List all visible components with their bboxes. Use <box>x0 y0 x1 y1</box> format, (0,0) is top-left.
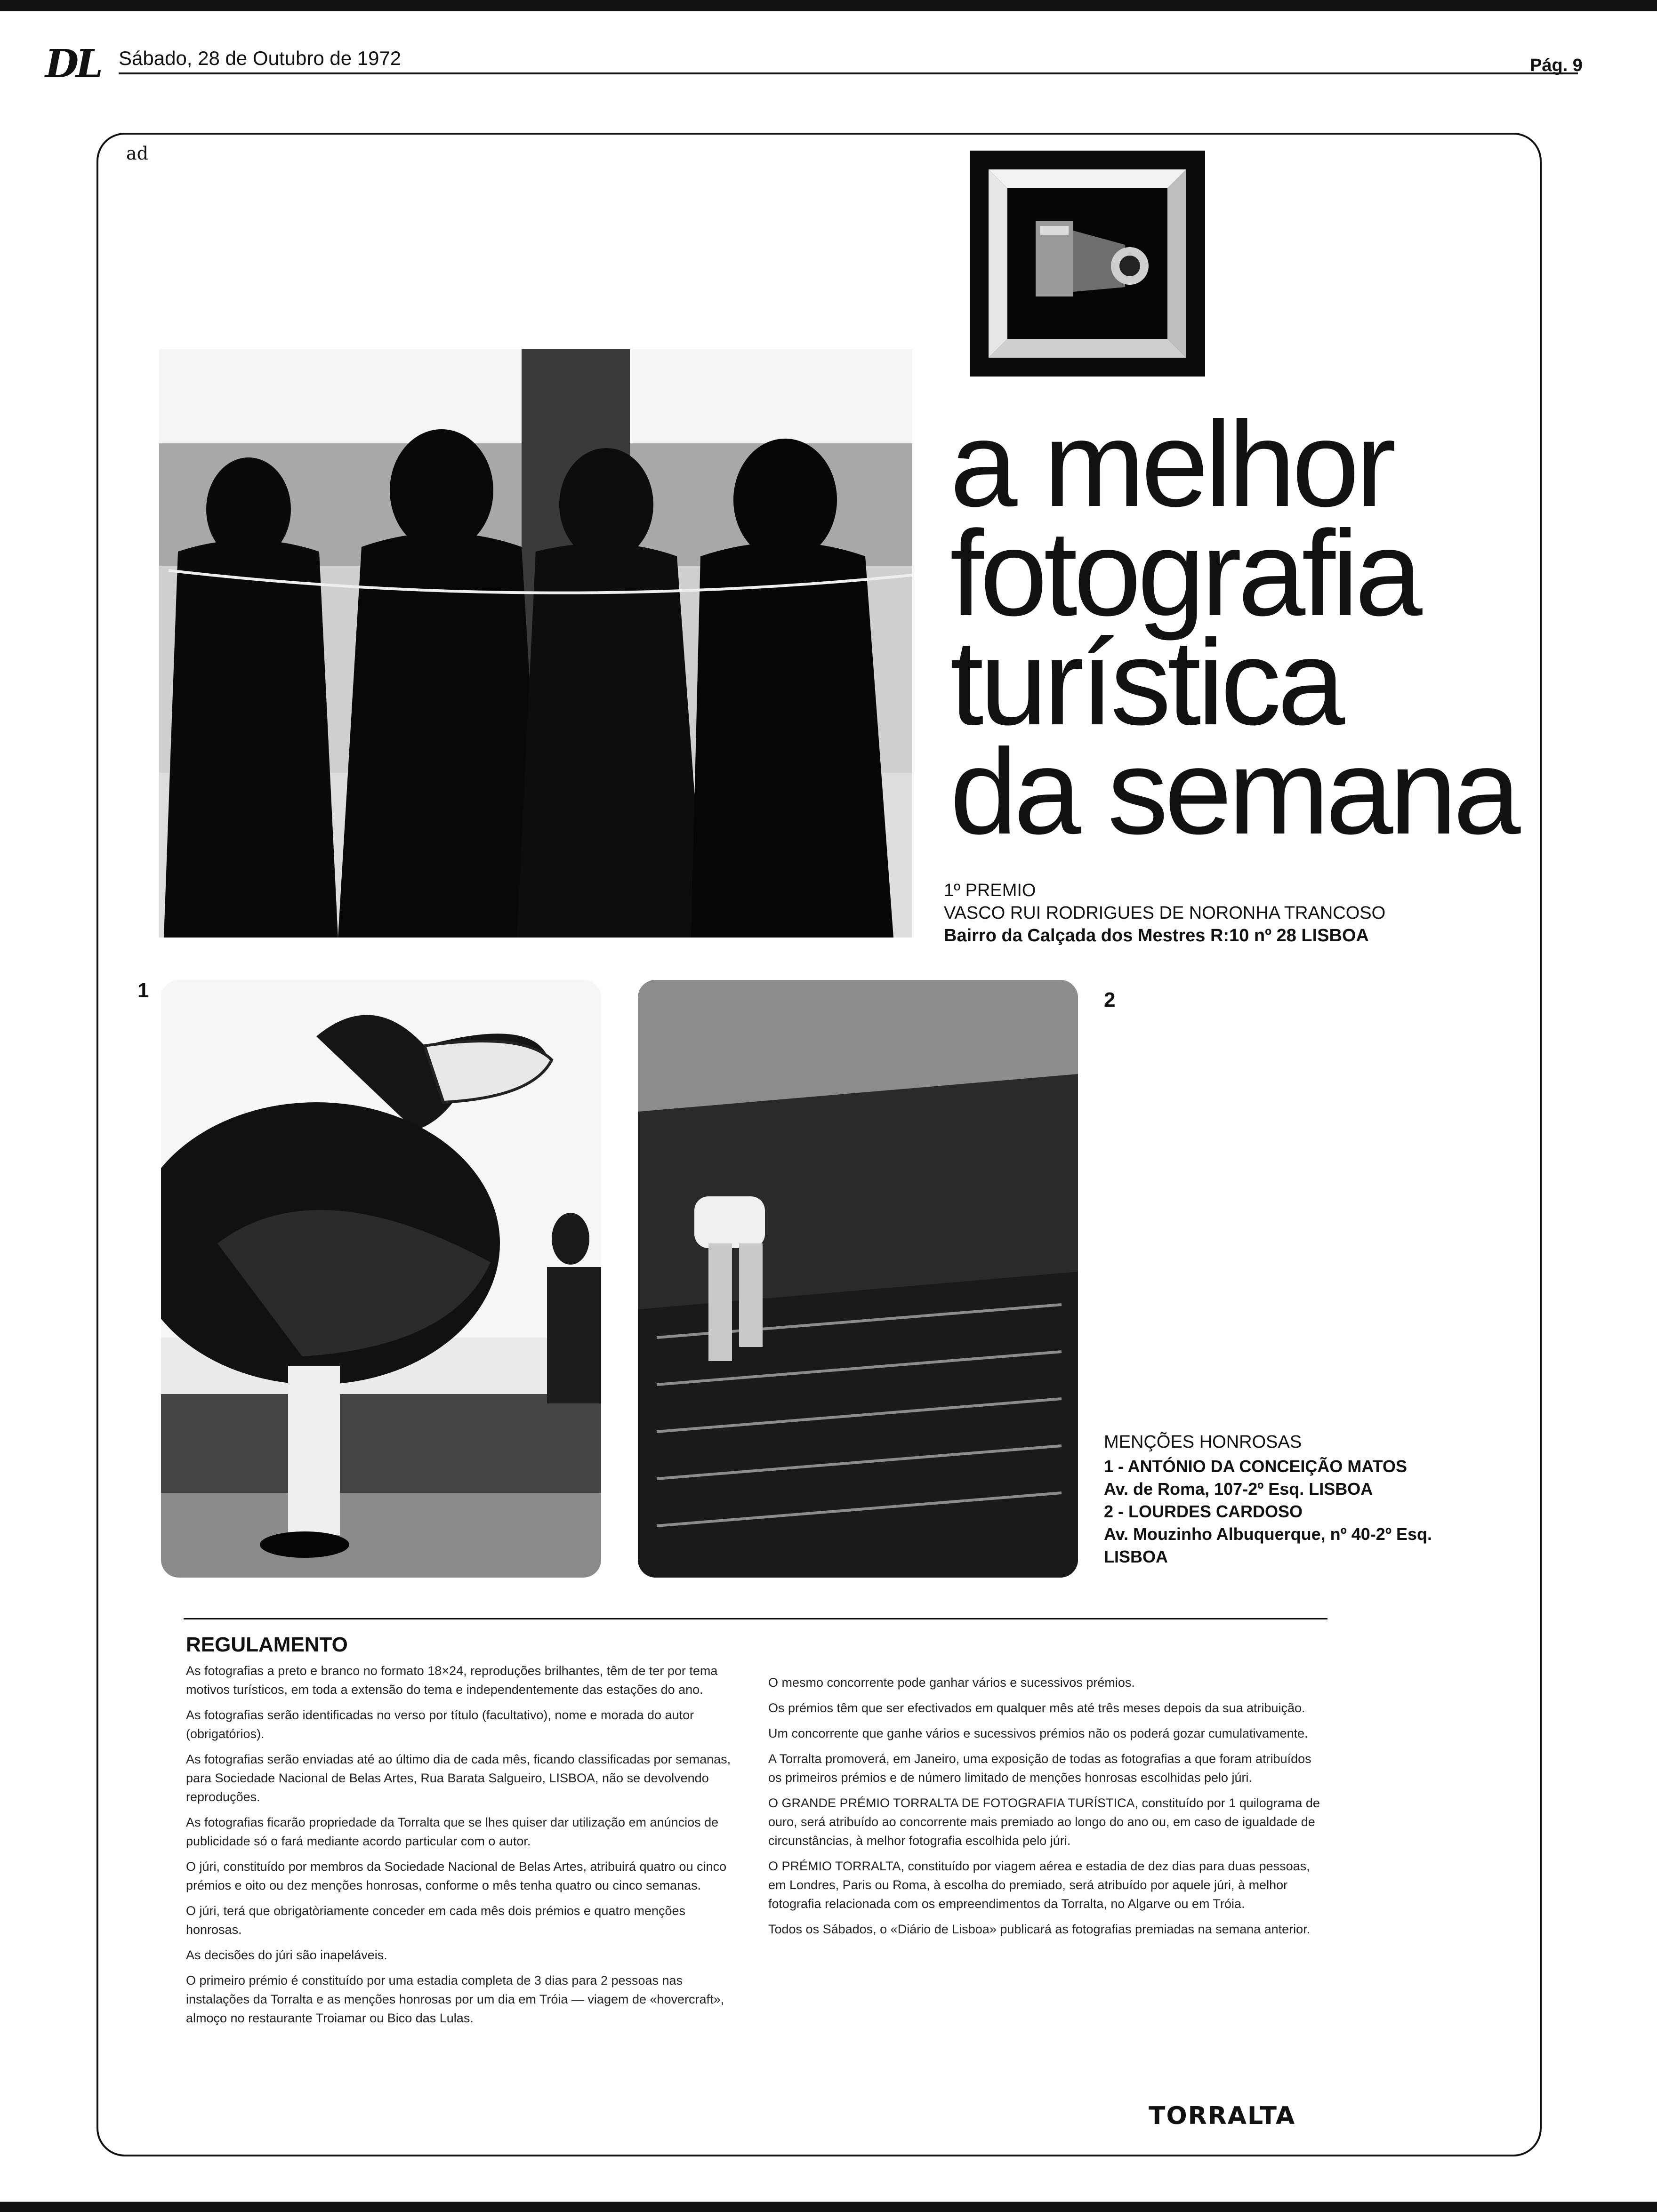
honorable-mentions-title: MENÇÕES HONROSAS <box>1104 1432 1302 1452</box>
regulation-paragraph: Um concorrente que ganhe vários e sucessivos prémios não os poderá gozar cumulativamente. <box>768 1726 1308 1740</box>
regulation-right-column <box>768 1673 1324 1945</box>
regulation-paragraph: O PRÉMIO TORRALTA, constituído por viagem aérea e estadia de dez dias para duas pessoas, em Londres, Paris ou Roma, à escolha do premiado, será atribuído por aquele júri, à melhor fotografia relacionada com os empreendimentos da Torralta, no Algarve ou em Tróia. <box>768 1859 1310 1911</box>
regulation-paragraph: A Torralta promoverá, em Janeiro, uma exposição de todas as fotografias a que foram atribuídos os primeiros prémios e de número limitado de menções honrosas escolhidas pelo júri. <box>768 1752 1311 1785</box>
photo-number-2: 2 <box>1104 988 1116 1011</box>
regulation-paragraph: O primeiro prémio é constituído por uma estadia completa de 3 dias para 2 pessoas nas instalações da Torralta e as menções honrosas por um dia em Tróia — viagem de «hovercraft», almoço no restaurante Troiamar ou Bico das Lulas. <box>186 1973 724 2025</box>
torralta-logo: TORRALTA <box>1149 2102 1296 2130</box>
first-prize-caption <box>944 879 1385 947</box>
page-number: Pág. 9 <box>1530 56 1583 75</box>
issue-date: Sábado, 28 de Outubro de 1972 <box>119 47 402 69</box>
regulation-paragraph: As fotografias a preto e branco no formato 18×24, reproduções brilhantes, têm de ter por tema motivos turísticos, em toda a extensão do tema e independentemente das estações do ano. <box>186 1664 718 1697</box>
first-prize-name: VASCO RUI RODRIGUES DE NORONHA TRANCOSO <box>944 903 1386 923</box>
regulation-paragraph: As fotografias serão identificadas no verso por título (facultativo), nome e morada do autor (obrigatórios). <box>186 1708 694 1741</box>
agency-mark: ad <box>126 143 148 164</box>
honorable-photo-2 <box>638 980 1078 1578</box>
headline <box>950 396 1517 859</box>
regulation-paragraph: Os prémios têm que ser efectivados em qualquer mês até três meses depois da sua atribuição. <box>768 1701 1305 1715</box>
regulation-paragraph: O júri, terá que obrigatòriamente conceder em cada mês dois prémios e quatro menções honrosas. <box>186 1904 686 1937</box>
headline-line: fotografia <box>950 505 1419 641</box>
photo-number-1: 1 <box>137 979 149 1002</box>
headline-line: a melhor <box>950 396 1392 532</box>
regulation-paragraph: O GRANDE PRÉMIO TORRALTA DE FOTOGRAFIA TURÍSTICA, constituído por 1 quilograma de ouro, será atribuído ao concorrente mais premiado ao longo do ano ou, em caso de igualdade de circunstâncias, à melhor fotografia escolhida pelo júri. <box>768 1796 1320 1848</box>
headline-line: da semana <box>950 723 1517 859</box>
photo-child-wall <box>638 980 1078 1578</box>
honorable-mention-name: 2 - LOURDES CARDOSO <box>1104 1502 1303 1521</box>
photo-women-silhouettes <box>159 349 912 938</box>
regulation-paragraph: As fotografias ficarão propriedade da Torralta que se lhes quiser dar utilização em anúncios de publicidade só o fará mediante acordo particular com o autor. <box>186 1815 719 1848</box>
honorable-photo-1 <box>161 980 601 1578</box>
first-prize-label: 1º PREMIO <box>944 881 1036 900</box>
regulation-paragraph: As decisões do júri são inapeláveis. <box>186 1948 387 1962</box>
regulation-rule <box>184 1618 1327 1619</box>
regulation-title: REGULAMENTO <box>186 1633 348 1656</box>
camera-icon <box>970 151 1205 377</box>
newspaper-logo: DL <box>45 41 100 87</box>
bottom-border <box>0 2202 1657 2212</box>
first-prize-address: Bairro da Calçada dos Mestres R:10 nº 28 LISBOA <box>944 926 1369 946</box>
masthead-rule <box>119 72 1578 74</box>
regulation-left-column <box>186 1661 741 2034</box>
honorable-mention-address: Av. de Roma, 107-2º Esq. LISBOA <box>1104 1479 1373 1499</box>
regulation-paragraph: O mesmo concorrente pode ganhar vários e sucessivos prémios. <box>768 1675 1135 1690</box>
honorable-mention-city: LISBOA <box>1104 1547 1168 1566</box>
top-border <box>0 0 1657 11</box>
camera-badge <box>970 151 1205 377</box>
honorable-mention-name: 1 - ANTÓNIO DA CONCEIÇÃO MATOS <box>1104 1457 1408 1476</box>
regulation-paragraph: Todos os Sábados, o «Diário de Lisboa» publicará as fotografias premiadas na semana anterior. <box>768 1922 1311 1936</box>
honorable-mention-address: Av. Mouzinho Albuquerque, nº 40-2º Esq. <box>1104 1524 1432 1544</box>
headline-line: turística <box>950 614 1342 750</box>
regulation-paragraph: As fotografias serão enviadas até ao último dia de cada mês, ficando classificadas por semanas, para Sociedade Nacional de Belas Artes, Rua Barata Salgueiro, LISBOA, não se devolvendo reproduções. <box>186 1752 731 1804</box>
regulation-paragraph: O júri, constituído por membros da Sociedade Nacional de Belas Artes, atribuirá quatro ou cinco prémios e oito ou dez menções honrosas, conforme o mês tenha quatro ou cinco semanas. <box>186 1859 727 1892</box>
first-prize-photo <box>159 349 912 938</box>
photo-dancer <box>161 980 601 1578</box>
honorable-mentions <box>1104 1431 1432 1568</box>
